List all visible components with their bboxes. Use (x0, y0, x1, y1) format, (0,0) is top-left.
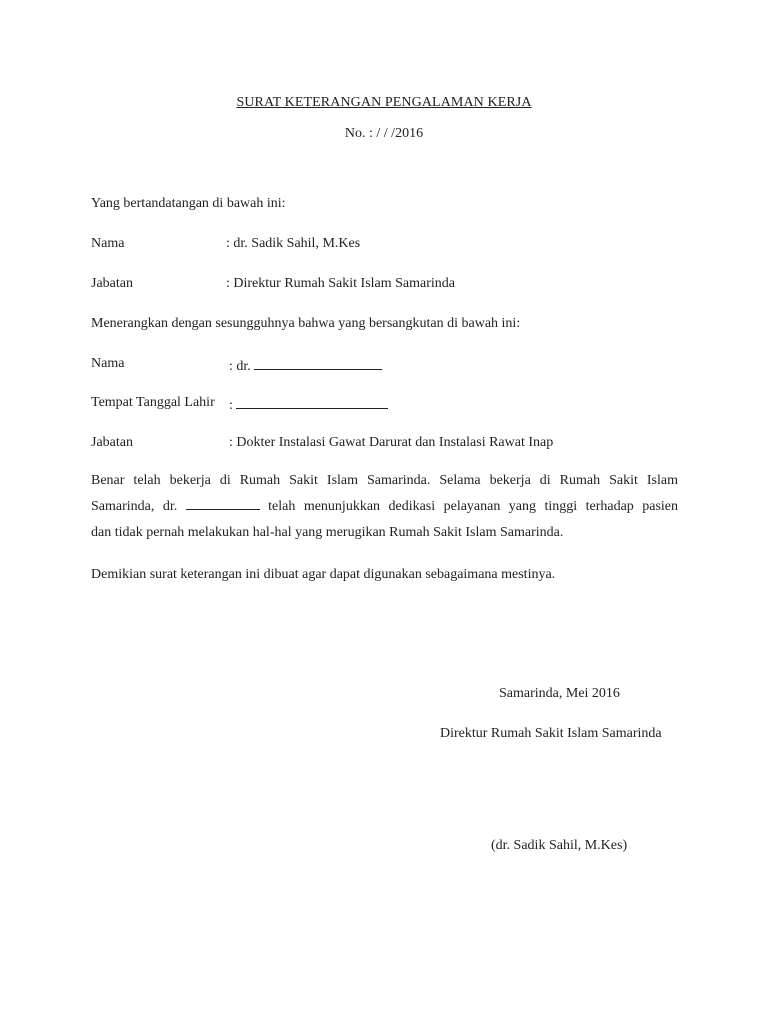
subject-name-field (229, 355, 382, 376)
signer-name-value: : dr. Sadik Sahil, M.Kes (226, 236, 361, 251)
body-line-2 (91, 494, 678, 520)
document-number: No. : / / /2016 (344, 126, 424, 141)
signature-place-date: Samarinda, Mei 2016 (499, 686, 620, 701)
subject-birth-blank-line (236, 394, 388, 409)
closing-text: Demikian surat keterangan ini dibuat agar dapat digunakan sebagaimana mestinya. (91, 567, 556, 582)
signer-position-value: : Direktur Rumah Sakit Islam Samarinda (226, 276, 456, 291)
signature-name: (dr. Sadik Sahil, M.Kes) (491, 838, 628, 853)
subject-birth-value: : (229, 398, 233, 413)
body-line-3: dan tidak pernah melakukan hal-hal yang merugikan Rumah Sakit Islam Samarinda. (91, 525, 564, 540)
body-name-blank-line (186, 495, 260, 510)
subject-position-value: : Dokter Instalasi Gawat Darurat dan Instalasi Rawat Inap (229, 435, 554, 450)
body-line-2-suffix: telah menunjukkan dedikasi pelayanan yang tinggi terhadap pasien (268, 499, 679, 514)
body-paragraph (91, 468, 678, 546)
document-title: SURAT KETERANGAN PENGALAMAN KERJA (236, 95, 532, 110)
statement-text: Menerangkan dengan sesungguhnya bahwa yang bersangkutan di bawah ini: (91, 316, 521, 331)
intro-text: Yang bertandatangan di bawah ini: (91, 196, 286, 211)
body-line-2-prefix: Samarinda, dr. (91, 499, 178, 514)
signature-title: Direktur Rumah Sakit Islam Samarinda (440, 726, 662, 741)
subject-birth-field (229, 394, 388, 415)
signer-position-label: Jabatan (91, 276, 133, 291)
body-line-1: Benar telah bekerja di Rumah Sakit Islam Samarinda. Selama bekerja di Rumah Sakit Islam (91, 473, 678, 488)
subject-birth-label: Tempat Tanggal Lahir (91, 395, 215, 410)
subject-name-label: Nama (91, 356, 125, 371)
subject-name-blank-line (254, 355, 382, 370)
subject-name-value: : dr. (229, 359, 251, 374)
subject-position-label: Jabatan (91, 435, 133, 450)
signer-name-label: Nama (91, 236, 125, 251)
